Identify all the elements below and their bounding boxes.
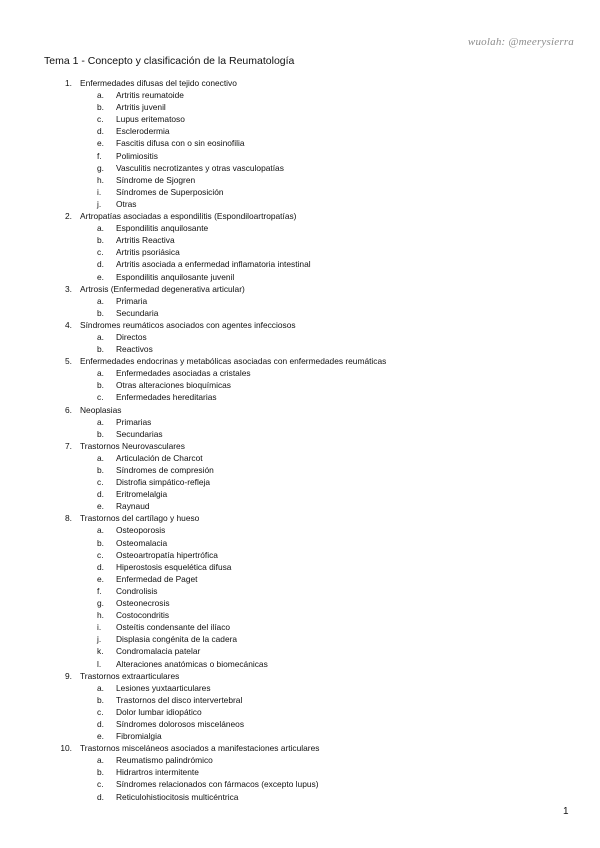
item-label: Condrolisis — [116, 585, 158, 596]
item-letter: b. — [97, 102, 104, 113]
list-item — [0, 645, 560, 657]
classification-outline — [0, 77, 560, 803]
item-label: Esclerodermia — [116, 126, 170, 137]
list-item — [0, 367, 560, 379]
item-letter: a. — [97, 755, 104, 766]
item-label: Espondilitis anquilosante — [116, 223, 209, 234]
list-item — [0, 561, 560, 573]
list-item — [0, 379, 560, 391]
item-label: Alteraciones anatómicas o biomecánicas — [116, 658, 268, 669]
section-label: Enfermedades difusas del tejido conectivo — [80, 78, 237, 88]
item-label: Hidrartros intermitente — [116, 767, 199, 778]
item-letter: b. — [97, 537, 104, 548]
list-item — [0, 416, 560, 428]
list-item — [0, 258, 560, 270]
item-label: Otras alteraciones bioquímicas — [116, 380, 231, 391]
list-item — [0, 174, 560, 186]
item-letter: b. — [97, 428, 104, 439]
item-letter: j. — [97, 198, 102, 209]
list-item — [0, 89, 560, 101]
item-letter: h. — [97, 174, 104, 185]
list-item — [0, 391, 560, 403]
section-label: Síndromes reumáticos asociados con agentes infecciosos — [80, 319, 296, 330]
list-item — [0, 428, 560, 440]
item-label: Síndromes relacionados con fármacos (excepto lupus) — [116, 779, 319, 790]
item-label: Lupus eritematoso — [116, 114, 185, 125]
list-item — [0, 791, 560, 803]
section-number: 10. — [60, 743, 72, 754]
item-label: Síndromes dolorosos misceláneos — [116, 718, 245, 729]
item-label: Reactivos — [116, 344, 153, 355]
list-item — [0, 694, 560, 706]
section-label: Trastornos Neurovasculares — [80, 440, 185, 451]
section-label: Neoplasias — [80, 404, 122, 415]
item-label: Dolor lumbar idiopático — [116, 706, 202, 717]
section-heading — [0, 512, 560, 524]
list-item — [0, 162, 560, 174]
item-label: Lesiones yuxtaarticulares — [116, 682, 211, 693]
list-item — [0, 234, 560, 246]
section-number: 7. — [65, 440, 72, 451]
item-label: Osteoartropatía hipertrófica — [116, 549, 218, 560]
item-letter: a. — [97, 223, 104, 234]
item-letter: i. — [97, 622, 102, 633]
item-label: Secundaria — [116, 307, 159, 318]
list-item — [0, 766, 560, 778]
item-letter: f. — [97, 150, 102, 161]
list-item — [0, 307, 560, 319]
item-letter: e. — [97, 501, 104, 512]
section-number: 8. — [65, 513, 72, 524]
item-label: Vasculitis necrotizantes y otras vasculopatías — [116, 162, 284, 173]
item-label: Articulación de Charcot — [116, 452, 203, 463]
item-letter: a. — [97, 525, 104, 536]
list-item — [0, 137, 560, 149]
item-letter: a. — [97, 331, 104, 342]
section-heading — [0, 210, 560, 222]
list-item — [0, 633, 560, 645]
list-item — [0, 524, 560, 536]
list-item — [0, 343, 560, 355]
item-letter: c. — [97, 549, 104, 560]
item-letter: b. — [97, 694, 104, 705]
list-item — [0, 730, 560, 742]
item-label: Polimiositis — [116, 150, 158, 161]
list-item — [0, 778, 560, 790]
section-number: 9. — [65, 670, 72, 681]
section-heading — [0, 355, 560, 367]
item-label: Primarias — [116, 416, 152, 427]
list-item — [0, 549, 560, 561]
list-item — [0, 754, 560, 766]
section-heading — [0, 77, 560, 89]
list-item — [0, 658, 560, 670]
list-item — [0, 718, 560, 730]
page-number: 1 — [563, 806, 569, 817]
item-label: Artritis psoriásica — [116, 247, 180, 258]
section-label: Artrosis (Enfermedad degenerativa articular) — [80, 283, 245, 294]
item-letter: a. — [97, 682, 104, 693]
item-letter: b. — [97, 380, 104, 391]
section-number: 1. — [65, 78, 72, 88]
list-item — [0, 573, 560, 585]
section-heading — [0, 404, 560, 416]
item-letter: a. — [97, 452, 104, 463]
item-letter: a. — [97, 416, 104, 427]
section-heading — [0, 742, 560, 754]
item-label: Fascitis difusa con o sin eosinofilia — [116, 138, 245, 149]
item-letter: d. — [97, 791, 104, 802]
item-letter: g. — [97, 598, 104, 609]
item-letter: c. — [97, 247, 104, 258]
item-label: Hiperostosis esquelética difusa — [116, 561, 232, 572]
section-heading — [0, 440, 560, 452]
item-label: Distrofia simpático-refleja — [116, 477, 211, 488]
item-label: Reticulohistiocitosis multicéntrica — [116, 791, 239, 802]
item-label: Osteoporosis — [116, 525, 166, 536]
item-label: Displasia congénita de la cadera — [116, 634, 238, 645]
item-label: Osteomalacia — [116, 537, 168, 548]
item-letter: c. — [97, 706, 104, 717]
item-label: Enfermedades hereditarias — [116, 392, 217, 403]
item-letter: g. — [97, 162, 104, 173]
item-letter: b. — [97, 235, 104, 246]
section-number: 5. — [65, 356, 72, 367]
item-letter: e. — [97, 573, 104, 584]
item-letter: c. — [97, 114, 104, 125]
list-item — [0, 488, 560, 500]
item-label: Síndrome de Sjogren — [116, 174, 196, 185]
list-item — [0, 452, 560, 464]
section-label: Trastornos misceláneos asociados a manifestaciones articulares — [80, 743, 320, 754]
list-item — [0, 246, 560, 258]
list-item — [0, 537, 560, 549]
list-item — [0, 271, 560, 283]
item-label: Síndromes de Superposición — [116, 186, 224, 197]
item-label: Artritis juvenil — [116, 102, 166, 113]
item-label: Enfermedades asociadas a cristales — [116, 368, 251, 379]
item-letter: f. — [97, 585, 102, 596]
section-heading — [0, 670, 560, 682]
section-number: 3. — [65, 283, 72, 294]
section-label: Enfermedades endocrinas y metabólicas asociadas con enfermedades reumáticas — [80, 356, 387, 367]
item-letter: e. — [97, 271, 104, 282]
item-label: Síndromes de compresión — [116, 465, 214, 475]
item-label: Primaria — [116, 295, 148, 306]
list-item — [0, 331, 560, 343]
item-letter: h. — [97, 610, 104, 621]
item-letter: c. — [97, 779, 104, 790]
section-label: Trastornos extraarticulares — [80, 670, 180, 681]
list-item — [0, 222, 560, 234]
list-item — [0, 706, 560, 718]
item-label: Directos — [116, 331, 147, 342]
list-item — [0, 476, 560, 488]
item-label: Artritis Reactiva — [116, 235, 175, 246]
section-number: 6. — [65, 404, 72, 415]
item-letter: l. — [97, 658, 102, 669]
item-letter: e. — [97, 731, 104, 742]
section-heading — [0, 319, 560, 331]
item-letter: b. — [97, 307, 104, 318]
item-letter: d. — [97, 126, 104, 137]
item-letter: e. — [97, 138, 104, 149]
item-letter: c. — [97, 477, 104, 488]
page-title: Tema 1 - Concepto y clasificación de la Reumatología — [44, 55, 295, 67]
item-letter: i. — [97, 186, 102, 197]
list-item — [0, 101, 560, 113]
item-label: Fibromialgia — [116, 731, 162, 742]
list-item — [0, 198, 560, 210]
list-item — [0, 500, 560, 512]
list-item — [0, 150, 560, 162]
list-item — [0, 597, 560, 609]
item-label: Enfermedad de Paget — [116, 573, 198, 584]
item-letter: j. — [97, 634, 102, 645]
item-letter: d. — [97, 489, 104, 500]
list-item — [0, 125, 560, 137]
item-label: Reumatismo palindrómico — [116, 755, 213, 766]
item-label: Artritis reumatoide — [116, 90, 184, 101]
item-letter: a. — [97, 90, 104, 101]
list-item — [0, 585, 560, 597]
list-item — [0, 609, 560, 621]
item-label: Trastornos del disco intervertebral — [116, 694, 243, 705]
section-number: 4. — [65, 319, 72, 330]
section-heading — [0, 283, 560, 295]
item-letter: a. — [97, 368, 104, 379]
item-label: Raynaud — [116, 501, 150, 512]
item-label: Secundarias — [116, 428, 163, 439]
item-letter: d. — [97, 561, 104, 572]
list-item — [0, 113, 560, 125]
item-letter: k. — [97, 646, 104, 657]
item-label: Eritromelalgia — [116, 489, 168, 500]
item-letter: a. — [97, 295, 104, 306]
section-label: Artropatías asociadas a espondilitis (Espondiloartropatías) — [80, 211, 297, 222]
item-label: Espondilitis anquilosante juvenil — [116, 271, 235, 282]
list-item — [0, 682, 560, 694]
watermark: wuolah: @meerysierra — [467, 36, 574, 48]
list-item — [0, 621, 560, 633]
item-label: Artritis asociada a enfermedad inflamatoria intestinal — [116, 259, 311, 270]
item-letter: b. — [97, 465, 104, 475]
list-item — [0, 464, 560, 476]
item-letter: d. — [97, 718, 104, 729]
item-label: Osteítis condensante del ilíaco — [116, 622, 231, 633]
section-number: 2. — [65, 211, 72, 222]
item-label: Otras — [116, 198, 137, 209]
item-letter: b. — [97, 767, 104, 778]
section-label: Trastornos del cartílago y hueso — [80, 513, 200, 524]
item-label: Osteonecrosis — [116, 598, 170, 609]
item-label: Costocondritis — [116, 610, 170, 621]
item-label: Condromalacia patelar — [116, 646, 201, 657]
list-item — [0, 186, 560, 198]
item-letter: d. — [97, 259, 104, 270]
item-letter: c. — [97, 392, 104, 403]
list-item — [0, 295, 560, 307]
item-letter: b. — [97, 344, 104, 355]
